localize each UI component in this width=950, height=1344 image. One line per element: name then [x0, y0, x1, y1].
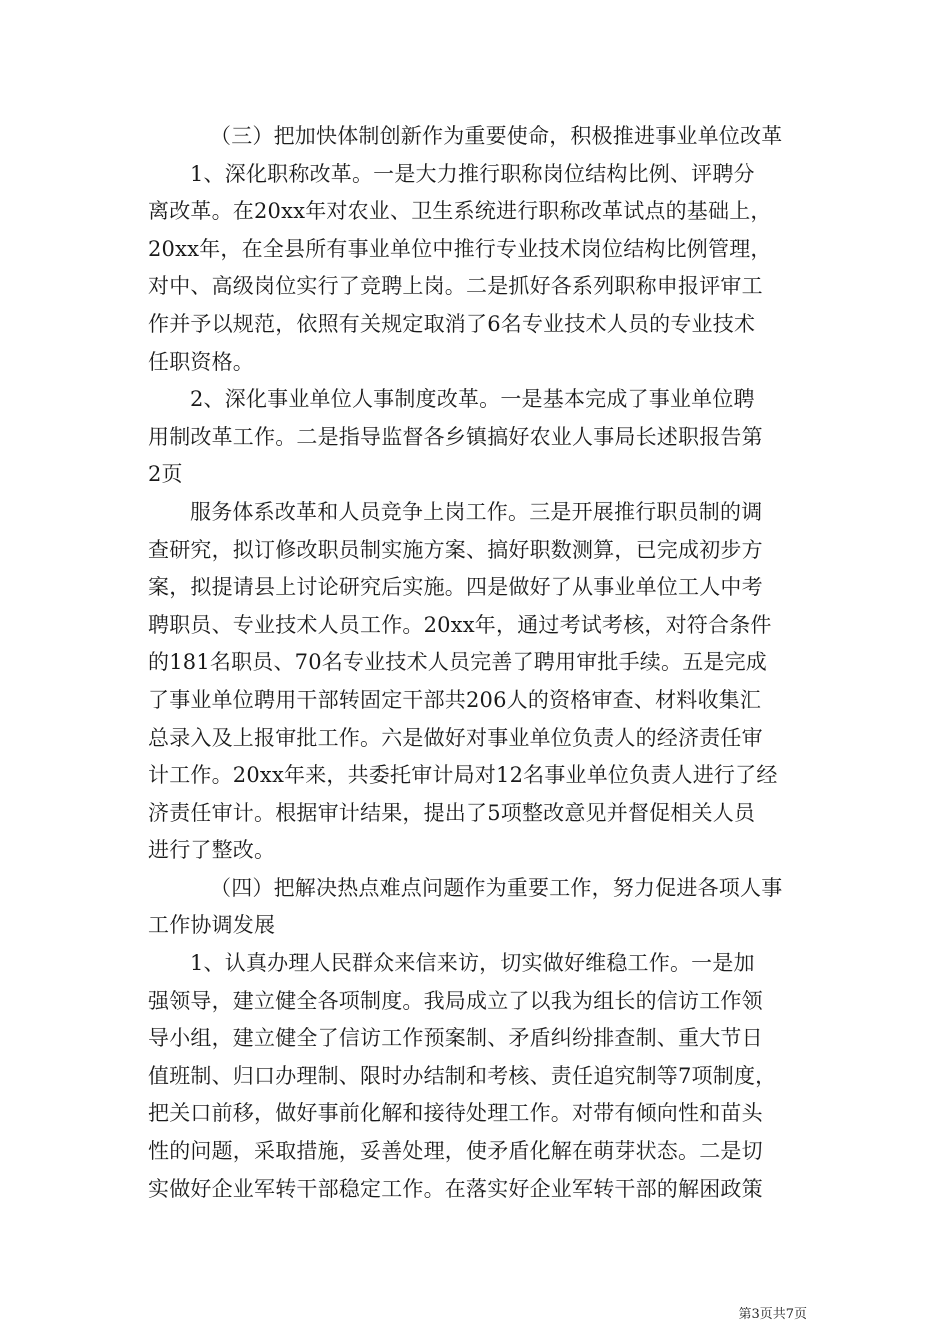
text-line: 1、深化职称改革。一是大力推行职称岗位结构比例、评聘分 [190, 161, 755, 186]
text-line: 强领导，建立健全各项制度。我局成立了以我为组长的信访工作领 [148, 988, 763, 1013]
text-line: 值班制、归口办理制、限时办结制和考核、责任追究制等7项制度， [148, 1063, 777, 1088]
text-line: （三）把加快体制创新作为重要使命，积极推进事业单位改革 [210, 124, 783, 148]
text-line: 2页 [148, 462, 183, 487]
text-line: 工作协调发展 [148, 913, 276, 938]
text-line: 对中、高级岗位实行了竞聘上岗。二是抓好各系列职称申报评审工 [148, 274, 763, 299]
text-line: 的181名职员、70名专业技术人员完善了聘用审批手续。五是完成 [148, 650, 768, 675]
text-line: 聘职员、专业技术人员工作。20xx年，通过考试考核，对符合条件 [148, 612, 772, 637]
text-line: 用制改革工作。二是指导监督各乡镇搞好农业人事局长述职报告第 [148, 424, 763, 449]
text-line: 实做好企业军转干部稳定工作。在落实好企业军转干部的解困政策 [148, 1176, 763, 1201]
text-line: 导小组，建立健全了信访工作预案制、矛盾纠纷排查制、重大节日 [148, 1026, 763, 1051]
text-line: （四）把解决热点难点问题作为重要工作，努力促进各项人事 [210, 875, 783, 900]
text-line: 1、认真办理人民群众来信来访，切实做好维稳工作。一是加 [190, 951, 755, 976]
text-line: 把关口前移，做好事前化解和接待处理工作。对带有倾向性和苗头 [148, 1101, 763, 1126]
text-line: 2、深化事业单位人事制度改革。一是基本完成了事业单位聘 [190, 387, 755, 412]
document-body [148, 118, 808, 1208]
text-line: 离改革。在20xx年对农业、卫生系统进行职称改革试点的基础上， [148, 199, 772, 224]
text-line: 计工作。20xx年来，共委托审计局对12名事业单位负责人进行了经 [148, 763, 778, 788]
text-line: 20xx年，在全县所有事业单位中推行专业技术岗位结构比例管理， [148, 236, 772, 261]
text-line: 作并予以规范，依照有关规定取消了6名专业技术人员的专业技术 [148, 311, 756, 336]
page-number: 第3页共7页 [738, 1307, 807, 1322]
text-line: 总录入及上报审批工作。六是做好对事业单位负责人的经济责任审 [148, 725, 763, 750]
text-line: 任职资格。 [148, 349, 254, 374]
text-line: 性的问题，采取措施，妥善处理，使矛盾化解在萌芽状态。二是切 [148, 1139, 763, 1164]
text-line: 案，拟提请县上讨论研究后实施。四是做好了从事业单位工人中考 [148, 575, 763, 600]
text-line: 了事业单位聘用干部转固定干部共206人的资格审查、材料收集汇 [148, 687, 762, 712]
text-line: 进行了整改。 [148, 838, 276, 863]
text-line: 查研究，拟订修改职员制实施方案、搞好职数测算，已完成初步方 [148, 537, 763, 562]
text-line: 济责任审计。根据审计结果，提出了5项整改意见并督促相关人员 [148, 800, 756, 825]
text-line: 服务体系改革和人员竞争上岗工作。三是开展推行职员制的调 [190, 499, 763, 524]
